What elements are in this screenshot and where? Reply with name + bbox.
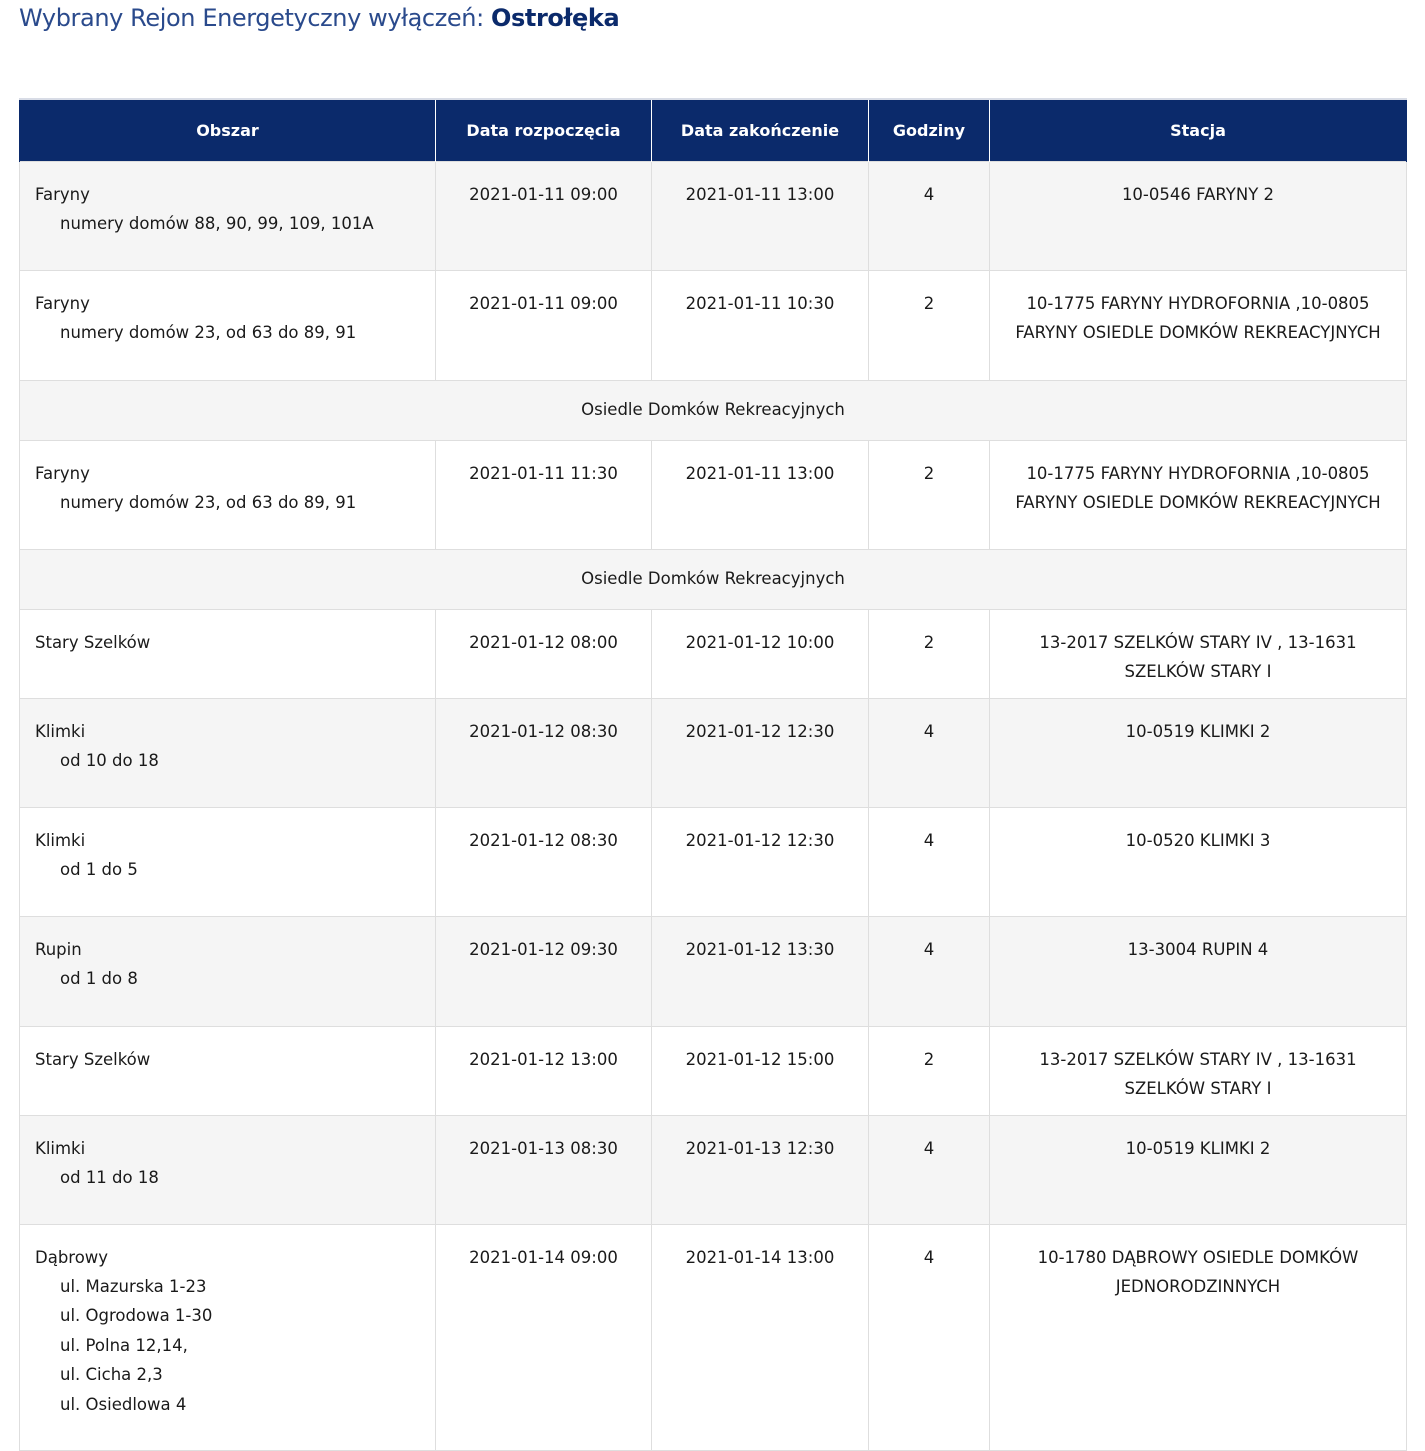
column-header-hours[interactable]: Godziny: [869, 99, 990, 161]
page-title: [19, 2, 619, 34]
area-name: Stary Szelków: [35, 1049, 151, 1069]
area-detail: numery domów 23, od 63 do 89, 91: [60, 322, 357, 342]
outage-table: [19, 98, 1407, 1451]
station-cell: 10-1775 FARYNY HYDROFORNIA ,10-0805 FARYNY OSIEDLE DOMKÓW REKREACYJNYCH: [990, 270, 1407, 380]
start-date-cell: 2021-01-11 09:00: [436, 161, 652, 270]
area-cell: [20, 1026, 436, 1115]
area-cell: [20, 807, 436, 916]
start-date-cell: 2021-01-12 08:30: [436, 698, 652, 807]
table-body: [20, 161, 1407, 1450]
end-date-cell: 2021-01-11 13:00: [652, 440, 869, 549]
end-date-cell: 2021-01-12 12:30: [652, 698, 869, 807]
area-name: Faryny: [35, 293, 90, 313]
start-date-cell: 2021-01-12 08:30: [436, 807, 652, 916]
area-name: Faryny: [35, 184, 90, 204]
station-cell: 10-0519 KLIMKI 2: [990, 698, 1407, 807]
hours-cell: 2: [869, 440, 990, 549]
area-detail: ul. Mazurska 1-23: [60, 1276, 207, 1296]
station-cell: 10-0546 FARYNY 2: [990, 161, 1407, 270]
hours-cell: 4: [869, 807, 990, 916]
area-cell: [20, 161, 436, 270]
area-cell: [20, 916, 436, 1026]
start-date-cell: 2021-01-12 09:30: [436, 916, 652, 1026]
area-cell: [20, 440, 436, 549]
station-cell: 10-0520 KLIMKI 3: [990, 807, 1407, 916]
area-cell: [20, 609, 436, 698]
hours-cell: 4: [869, 698, 990, 807]
station-cell: 10-1780 DĄBROWY OSIEDLE DOMKÓW JEDNORODZINNYCH: [990, 1224, 1407, 1450]
table-row: [20, 440, 1407, 549]
area-detail: ul. Cicha 2,3: [60, 1365, 163, 1385]
note-cell: Osiedle Domków Rekreacyjnych: [20, 380, 1407, 440]
end-date-cell: 2021-01-14 13:00: [652, 1224, 869, 1450]
selected-region: Ostrołęka: [491, 4, 620, 32]
area-name: Rupin: [35, 939, 82, 959]
table-row: [20, 698, 1407, 807]
area-detail: ul. Ogrodowa 1-30: [60, 1306, 213, 1326]
end-date-cell: 2021-01-12 12:30: [652, 807, 869, 916]
area-detail: numery domów 23, od 63 do 89, 91: [60, 492, 357, 512]
station-cell: 10-1775 FARYNY HYDROFORNIA ,10-0805 FARYNY OSIEDLE DOMKÓW REKREACYJNYCH: [990, 440, 1407, 549]
hours-cell: 2: [869, 609, 990, 698]
area-name: Klimki: [35, 1138, 86, 1158]
area-name: Klimki: [35, 721, 86, 741]
area-detail: numery domów 88, 90, 99, 109, 101A: [60, 213, 374, 233]
area-name: Klimki: [35, 830, 86, 850]
start-date-cell: 2021-01-11 11:30: [436, 440, 652, 549]
area-detail: od 1 do 5: [60, 859, 138, 879]
table-row: [20, 161, 1407, 270]
area-name: Faryny: [35, 463, 90, 483]
area-name: Dąbrowy: [35, 1247, 109, 1267]
area-cell: [20, 1224, 436, 1450]
end-date-cell: 2021-01-12 13:30: [652, 916, 869, 1026]
column-header-end-date[interactable]: Data zakończenie: [652, 99, 869, 161]
table-row: [20, 1026, 1407, 1115]
column-header-station[interactable]: Stacja: [990, 99, 1407, 161]
hours-cell: 4: [869, 161, 990, 270]
end-date-cell: 2021-01-12 15:00: [652, 1026, 869, 1115]
station-cell: 10-0519 KLIMKI 2: [990, 1115, 1407, 1224]
hours-cell: 4: [869, 1224, 990, 1450]
start-date-cell: 2021-01-12 13:00: [436, 1026, 652, 1115]
start-date-cell: 2021-01-13 08:30: [436, 1115, 652, 1224]
station-cell: 13-2017 SZELKÓW STARY IV , 13-1631 SZELKÓW STARY I: [990, 1026, 1407, 1115]
table-note-row: [20, 380, 1407, 440]
hours-cell: 4: [869, 1115, 990, 1224]
area-detail: od 1 do 8: [60, 968, 138, 988]
area-detail: ul. Osiedlowa 4: [60, 1394, 187, 1414]
note-cell: Osiedle Domków Rekreacyjnych: [20, 549, 1407, 609]
station-cell: 13-3004 RUPIN 4: [990, 916, 1407, 1026]
end-date-cell: 2021-01-13 12:30: [652, 1115, 869, 1224]
end-date-cell: 2021-01-11 10:30: [652, 270, 869, 380]
area-cell: [20, 1115, 436, 1224]
table-row: [20, 1224, 1407, 1450]
hours-cell: 2: [869, 1026, 990, 1115]
hours-cell: 2: [869, 270, 990, 380]
column-header-area[interactable]: Obszar: [20, 99, 436, 161]
table-note-row: [20, 549, 1407, 609]
station-cell: 13-2017 SZELKÓW STARY IV , 13-1631 SZELKÓW STARY I: [990, 609, 1407, 698]
start-date-cell: 2021-01-14 09:00: [436, 1224, 652, 1450]
area-detail: od 10 do 18: [60, 750, 159, 770]
start-date-cell: 2021-01-11 09:00: [436, 270, 652, 380]
table-row: [20, 807, 1407, 916]
table-row: [20, 270, 1407, 380]
table-row: [20, 1115, 1407, 1224]
table-row: [20, 916, 1407, 1026]
table-header: [20, 99, 1407, 161]
area-cell: [20, 698, 436, 807]
page-title-label: Wybrany Rejon Energetyczny wyłączeń:: [19, 4, 484, 32]
table-row: [20, 609, 1407, 698]
hours-cell: 4: [869, 916, 990, 1026]
start-date-cell: 2021-01-12 08:00: [436, 609, 652, 698]
area-detail: od 11 do 18: [60, 1167, 159, 1187]
column-header-start-date[interactable]: Data rozpoczęcia: [436, 99, 652, 161]
area-name: Stary Szelków: [35, 632, 151, 652]
end-date-cell: 2021-01-11 13:00: [652, 161, 869, 270]
area-detail: ul. Polna 12,14,: [60, 1335, 188, 1355]
end-date-cell: 2021-01-12 10:00: [652, 609, 869, 698]
area-cell: [20, 270, 436, 380]
